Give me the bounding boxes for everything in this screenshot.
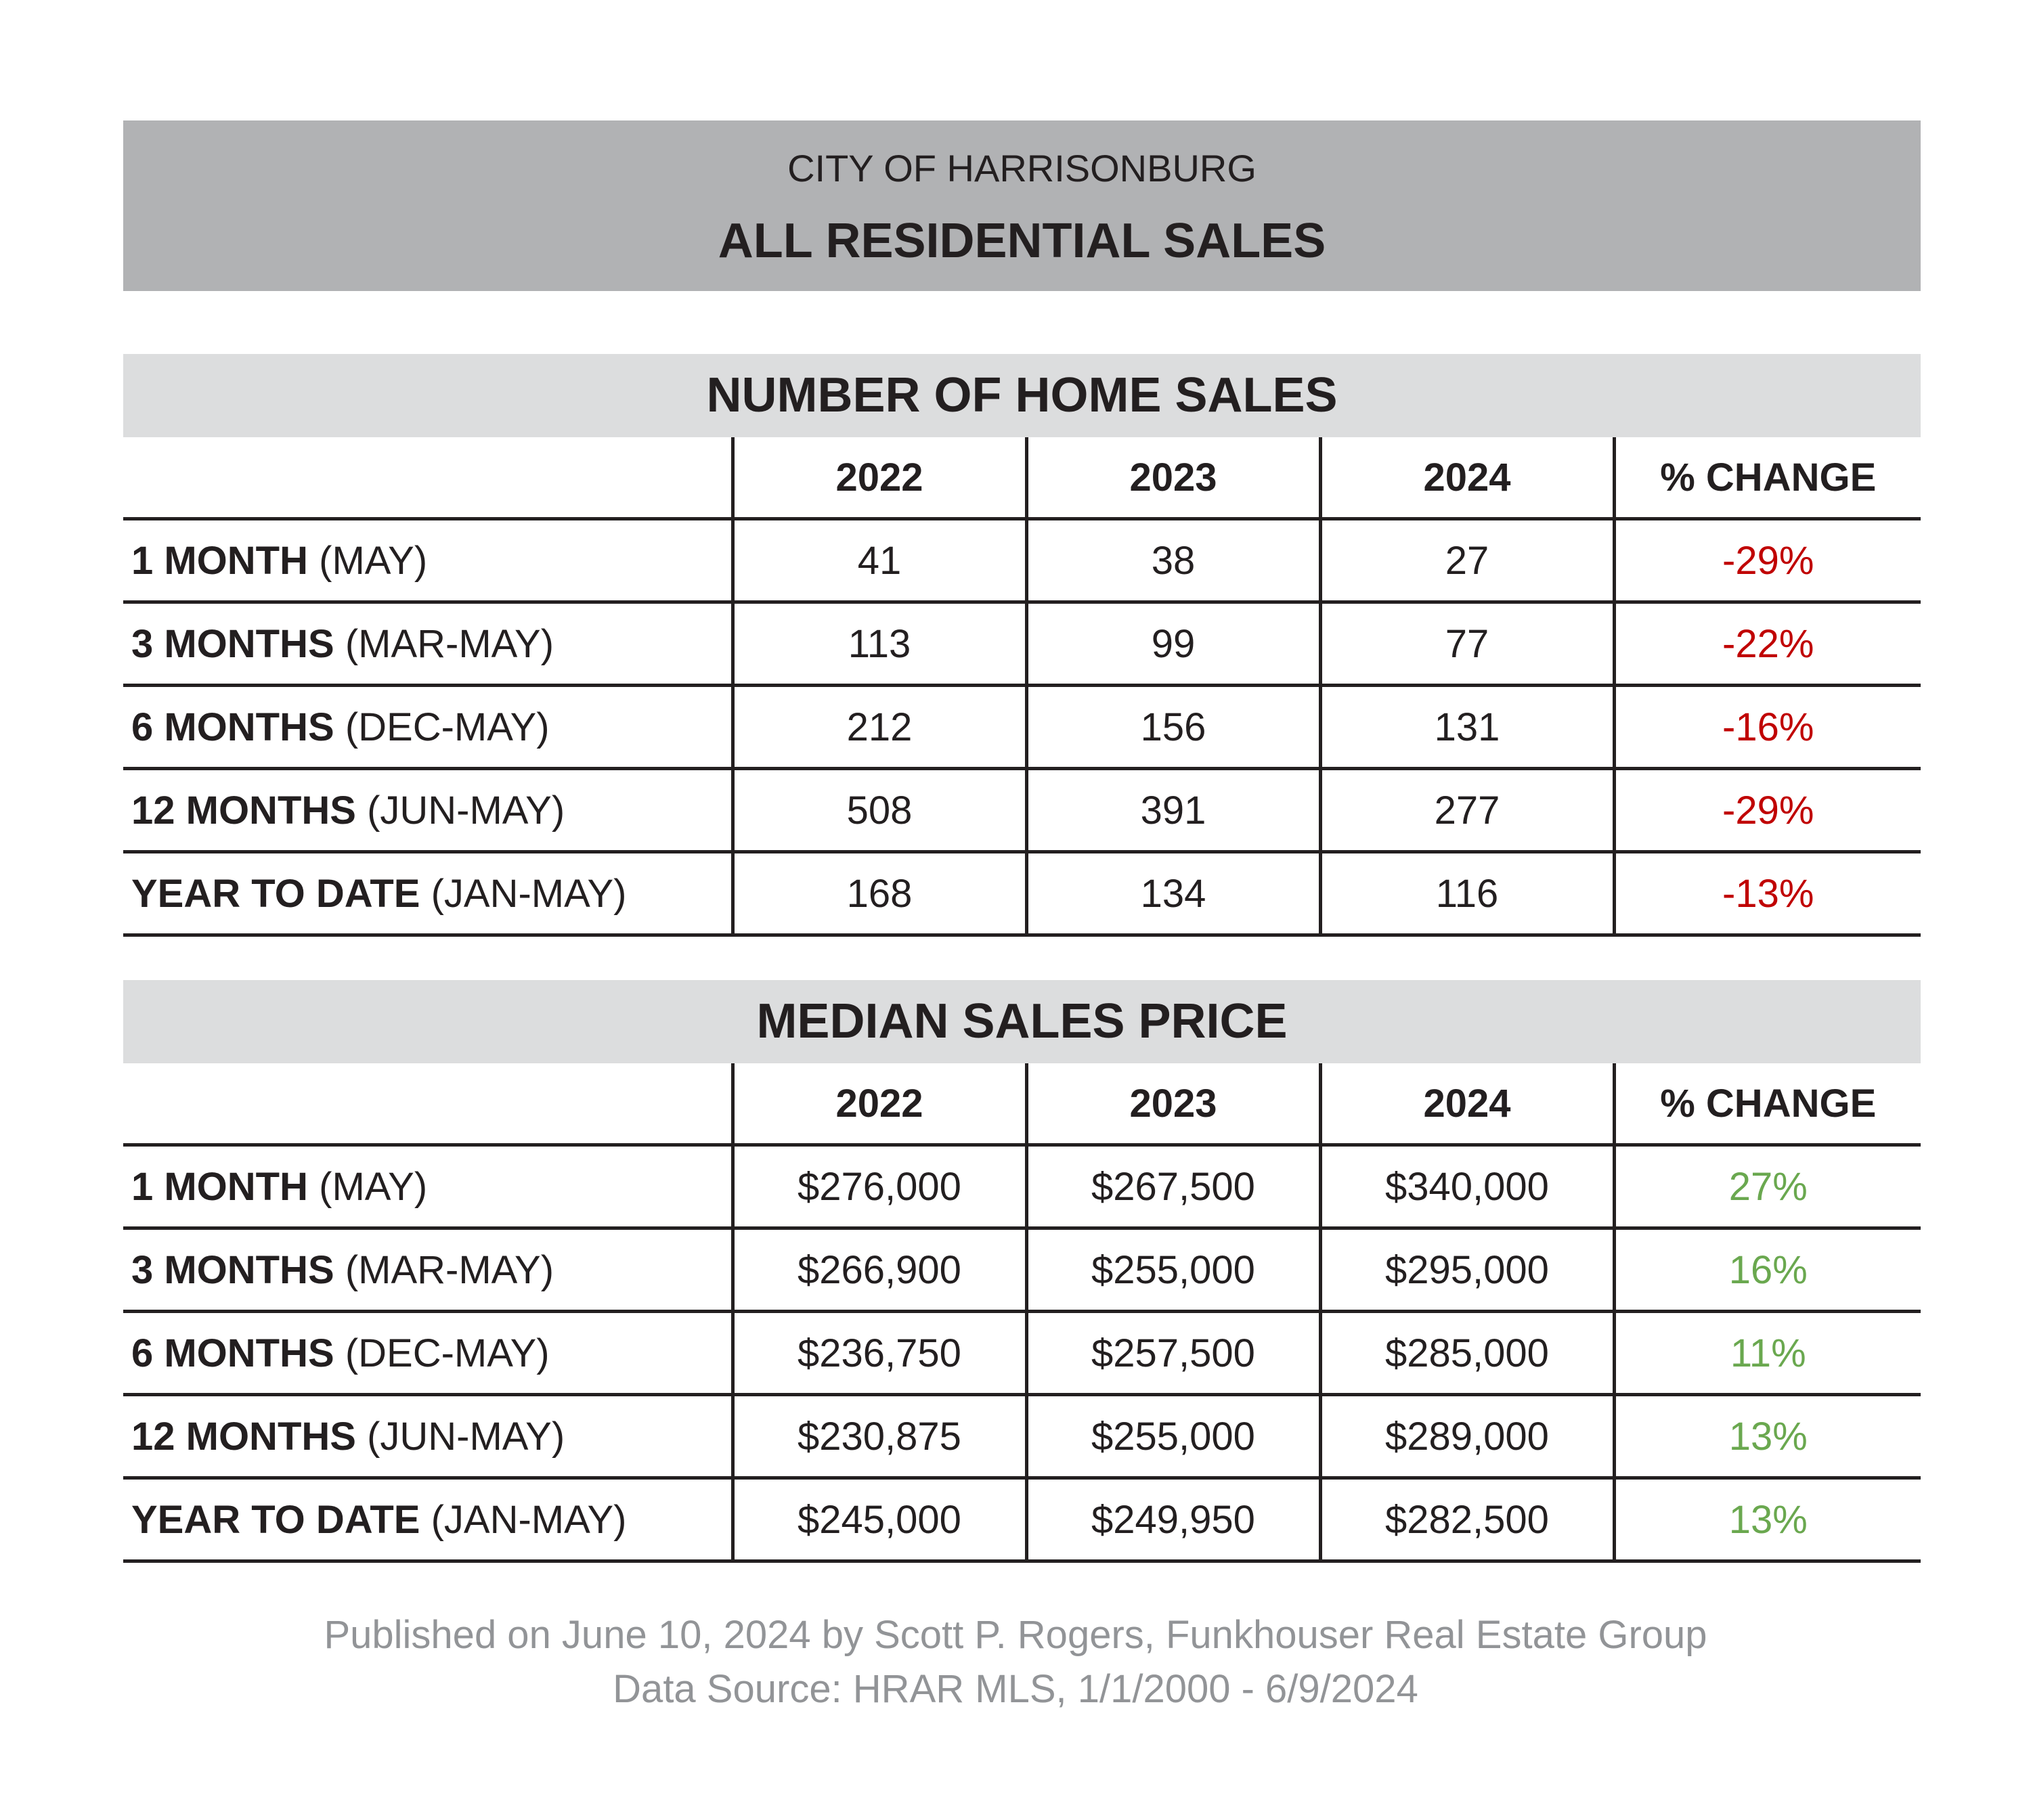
value-cell-2024: $295,000	[1320, 1228, 1614, 1312]
footer-data-source: Data Source: HRAR MLS, 1/1/2000 - 6/9/2024	[613, 1667, 1418, 1711]
value-cell-2024: 277	[1320, 769, 1614, 852]
row-label	[123, 686, 733, 769]
table-row	[123, 852, 1921, 935]
median-price-table	[123, 1063, 1921, 1563]
row-label	[123, 1395, 733, 1478]
value-cell-2022: 113	[733, 602, 1026, 686]
column-header: 2023	[1026, 1063, 1320, 1145]
home-sales-table	[123, 437, 1921, 937]
table-row	[123, 1145, 1921, 1228]
value-cell-2024: $282,500	[1320, 1478, 1614, 1561]
row-label-period-name: 1 MONTH	[131, 1164, 308, 1209]
column-header: 2024	[1320, 1063, 1614, 1145]
value-cell-2023: 391	[1026, 769, 1320, 852]
column-header: 2022	[733, 437, 1026, 519]
row-label-date-range: (JUN-MAY)	[367, 788, 565, 833]
percent-change-cell: -22%	[1614, 602, 1921, 686]
header-row	[123, 1063, 1921, 1145]
percent-change-cell: 11%	[1614, 1312, 1921, 1395]
row-label-period-name: 3 MONTHS	[131, 1247, 334, 1292]
value-cell-2022: $266,900	[733, 1228, 1026, 1312]
percent-change-cell: 27%	[1614, 1145, 1921, 1228]
header-blank-cell	[123, 437, 733, 519]
report-title: ALL RESIDENTIAL SALES	[718, 214, 1326, 268]
table-body	[123, 1145, 1921, 1561]
value-cell-2023: $267,500	[1026, 1145, 1320, 1228]
row-label	[123, 769, 733, 852]
table-row	[123, 519, 1921, 602]
row-label	[123, 852, 733, 935]
percent-change-cell: -13%	[1614, 852, 1921, 935]
row-label-period-name: YEAR TO DATE	[131, 871, 420, 916]
table-row	[123, 1228, 1921, 1312]
row-label	[123, 1145, 733, 1228]
row-label-date-range: (MAY)	[319, 538, 428, 583]
median-price-section	[123, 980, 1921, 1563]
value-cell-2024: 131	[1320, 686, 1614, 769]
row-label-period-name: 12 MONTHS	[131, 1414, 356, 1459]
row-label-period-name: YEAR TO DATE	[131, 1497, 420, 1542]
column-header: % CHANGE	[1614, 1063, 1921, 1145]
value-cell-2023: $257,500	[1026, 1312, 1320, 1395]
row-label-date-range: (MAR-MAY)	[345, 1247, 554, 1292]
table-row	[123, 1312, 1921, 1395]
column-header: 2024	[1320, 437, 1614, 519]
value-cell-2024: $340,000	[1320, 1145, 1614, 1228]
value-cell-2024: 77	[1320, 602, 1614, 686]
value-cell-2023: 156	[1026, 686, 1320, 769]
row-label-period-name: 12 MONTHS	[131, 788, 356, 833]
value-cell-2022: $236,750	[733, 1312, 1026, 1395]
row-label	[123, 519, 733, 602]
value-cell-2023: 99	[1026, 602, 1320, 686]
row-label	[123, 602, 733, 686]
home-sales-section	[123, 354, 1921, 937]
row-label-date-range: (JAN-MAY)	[431, 871, 627, 916]
column-header: 2023	[1026, 437, 1320, 519]
value-cell-2024: $289,000	[1320, 1395, 1614, 1478]
table-row	[123, 686, 1921, 769]
percent-change-cell: -16%	[1614, 686, 1921, 769]
row-label-period-name: 3 MONTHS	[131, 621, 334, 666]
section-title: MEDIAN SALES PRICE	[123, 980, 1921, 1063]
value-cell-2023: 38	[1026, 519, 1320, 602]
report-subtitle: CITY OF HARRISONBURG	[787, 147, 1257, 190]
row-label	[123, 1312, 733, 1395]
row-label-period-name: 1 MONTH	[131, 538, 308, 583]
percent-change-cell: -29%	[1614, 769, 1921, 852]
value-cell-2022: 212	[733, 686, 1026, 769]
report-header	[123, 120, 1921, 291]
value-cell-2022: 41	[733, 519, 1026, 602]
footer-published: Published on June 10, 2024 by Scott P. Rogers, Funkhouser Real Estate Group	[324, 1613, 1707, 1657]
percent-change-cell: 13%	[1614, 1395, 1921, 1478]
row-label-date-range: (DEC-MAY)	[345, 705, 550, 749]
row-label-date-range: (MAR-MAY)	[345, 621, 554, 666]
table-row	[123, 769, 1921, 852]
value-cell-2022: 508	[733, 769, 1026, 852]
value-cell-2022: $245,000	[733, 1478, 1026, 1561]
row-label-period-name: 6 MONTHS	[131, 1331, 334, 1375]
section-title: NUMBER OF HOME SALES	[123, 354, 1921, 437]
row-label-date-range: (MAY)	[319, 1164, 428, 1209]
table-row	[123, 1395, 1921, 1478]
row-label-date-range: (JAN-MAY)	[431, 1497, 627, 1542]
table-row	[123, 1478, 1921, 1561]
table-row	[123, 602, 1921, 686]
percent-change-cell: 13%	[1614, 1478, 1921, 1561]
row-label-date-range: (DEC-MAY)	[345, 1331, 550, 1375]
value-cell-2022: 168	[733, 852, 1026, 935]
column-header: % CHANGE	[1614, 437, 1921, 519]
row-label-period-name: 6 MONTHS	[131, 705, 334, 749]
percent-change-cell: 16%	[1614, 1228, 1921, 1312]
row-label-date-range: (JUN-MAY)	[367, 1414, 565, 1459]
value-cell-2024: 27	[1320, 519, 1614, 602]
value-cell-2022: $230,875	[733, 1395, 1026, 1478]
column-header: 2022	[733, 1063, 1026, 1145]
value-cell-2023: $255,000	[1026, 1228, 1320, 1312]
table-body	[123, 519, 1921, 935]
header-blank-cell	[123, 1063, 733, 1145]
value-cell-2024: 116	[1320, 852, 1614, 935]
percent-change-cell: -29%	[1614, 519, 1921, 602]
value-cell-2022: $276,000	[733, 1145, 1026, 1228]
header-row	[123, 437, 1921, 519]
value-cell-2023: 134	[1026, 852, 1320, 935]
row-label	[123, 1478, 733, 1561]
value-cell-2023: $249,950	[1026, 1478, 1320, 1561]
row-label	[123, 1228, 733, 1312]
value-cell-2024: $285,000	[1320, 1312, 1614, 1395]
value-cell-2023: $255,000	[1026, 1395, 1320, 1478]
